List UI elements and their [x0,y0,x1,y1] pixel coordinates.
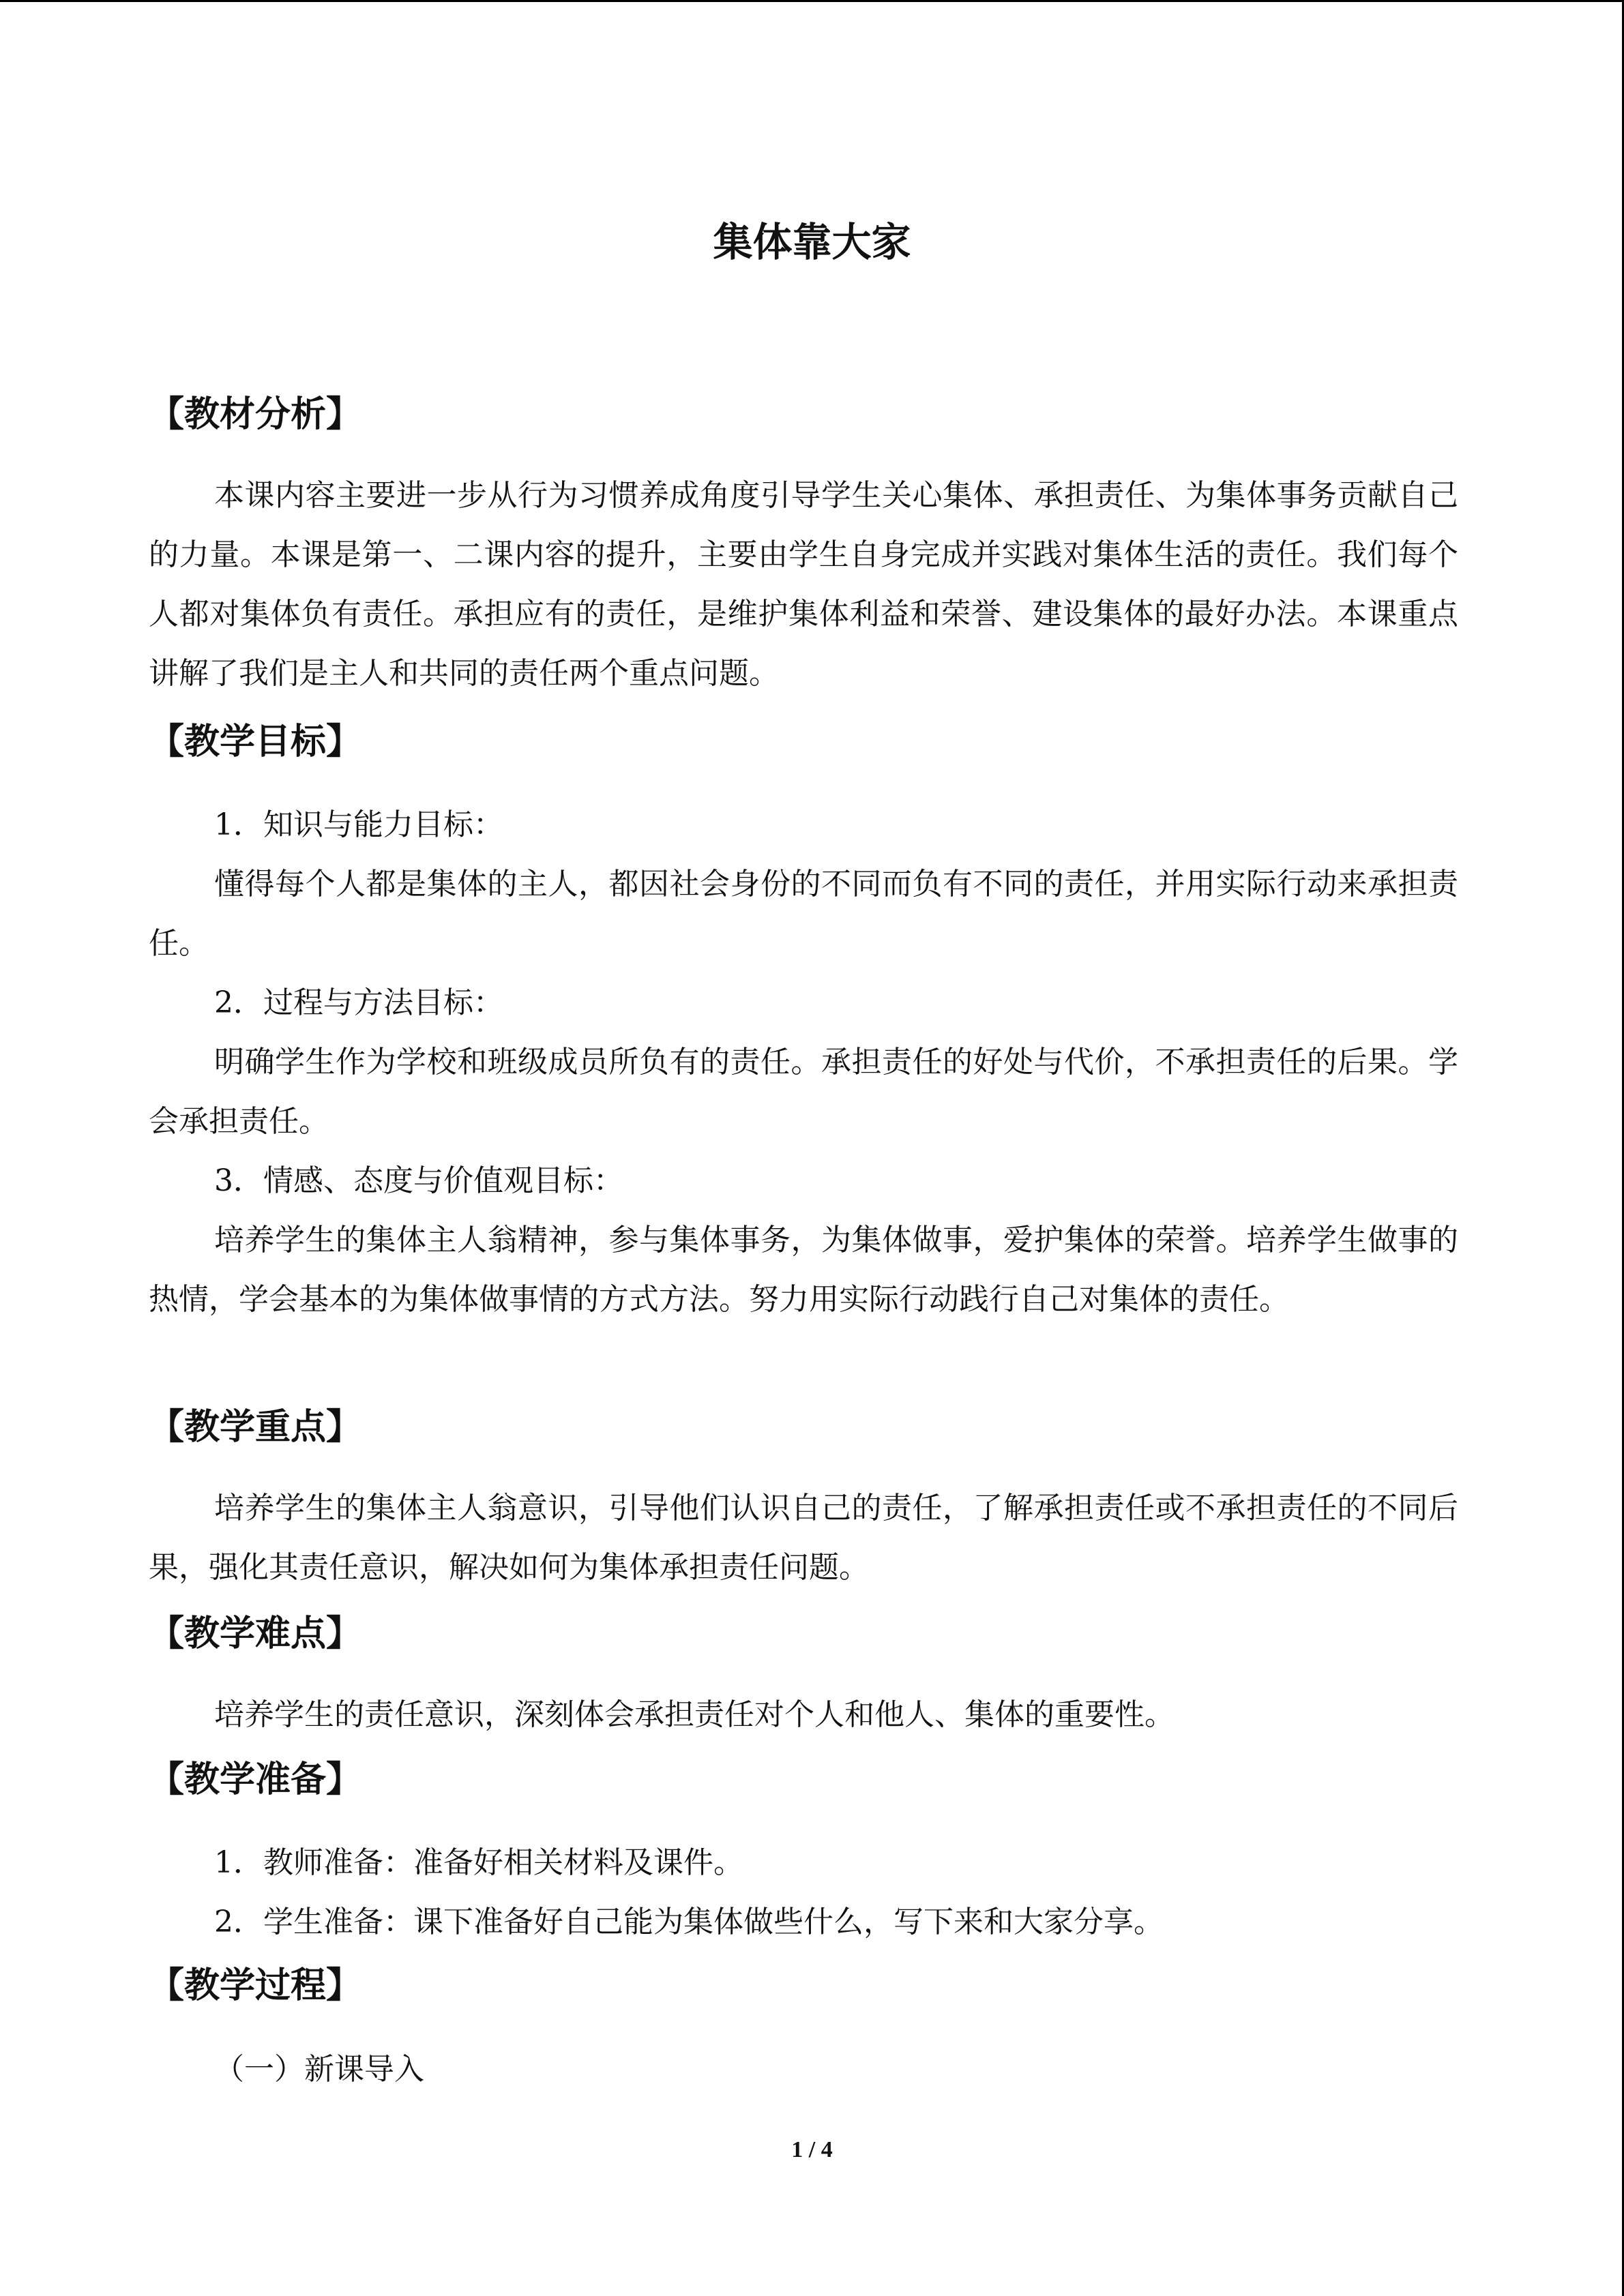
goal1-body: 懂得每个人都是集体的主人，都因社会身份的不同而负有不同的责任，并用实际行动来承担责任。 [149,867,1458,961]
paragraph-difficulties: 培养学生的责任意识，深刻体会承担责任对个人和他人、集体的重要性。 [214,1697,1175,1732]
goal2-label: 2．过程与方法目标： [214,985,503,1020]
process-step-intro: （一）新课导入 [214,2052,424,2087]
goal3-label: 3．情感、态度与价值观目标： [214,1163,623,1198]
preparation-item-teacher: 1．教师准备：准备好相关材料及课件。 [214,1845,743,1880]
page-title: 集体靠大家 [713,219,911,265]
heading-process: 【教学过程】 [149,1965,362,2006]
goal3-body: 培养学生的集体主人翁精神，参与集体事务，为集体做事，爱护集体的荣誉。培养学生做事的热情，学会基本的为集体做事情的方式方法。努力用实际行动践行自己对集体的责任。 [149,1223,1458,1317]
goal1-label: 1．知识与能力目标： [214,807,503,842]
paragraph-key-points: 培养学生的集体主人翁意识，引导他们认识自己的责任，了解承担责任或不承担责任的不同后果，强化其责任意识，解决如何为集体承担责任问题。 [149,1491,1458,1585]
paragraph-analysis: 本课内容主要进一步从行为习惯养成角度引导学生关心集体、承担责任、为集体事务贡献自己的力量。本课是第一、二课内容的提升，主要由学生自身完成并实践对集体生活的责任。我们每个人都对集体负有责任。承担应有的责任，是维护集体利益和荣誉、建设集体的最好办法。本课重点讲解了我们是主人和共同的责任两个重点问题。 [149,478,1458,691]
goal2-body: 明确学生作为学校和班级成员所负有的责任。承担责任的好处与代价，不承担责任的后果。学会承担责任。 [149,1045,1458,1139]
heading-goals: 【教学目标】 [149,721,362,762]
page-number: 1 / 4 [791,2137,833,2162]
preparation-item-student: 2．学生准备：课下准备好自己能为集体做些什么，写下来和大家分享。 [214,1905,1164,1939]
heading-difficulties: 【教学难点】 [149,1613,362,1654]
heading-analysis: 【教材分析】 [149,394,362,435]
heading-preparation: 【教学准备】 [149,1759,362,1800]
heading-key-points: 【教学重点】 [149,1407,362,1448]
